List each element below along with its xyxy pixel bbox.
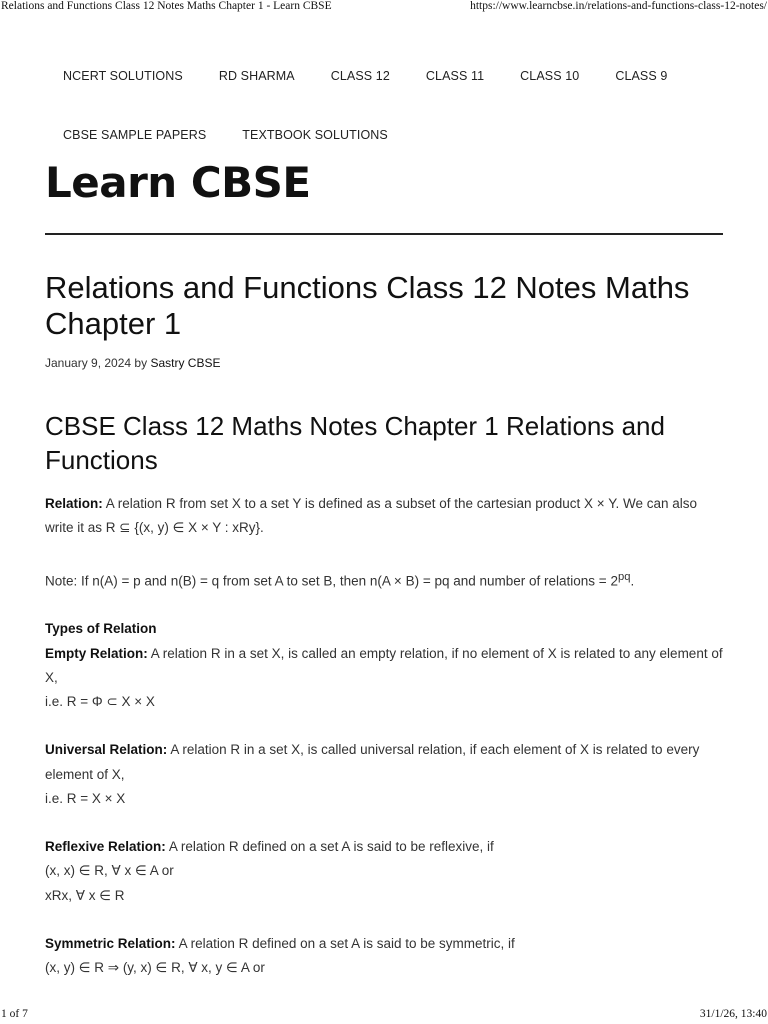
nav-link-rd-sharma[interactable]: RD SHARMA [218,69,295,83]
note-end: . [630,573,635,589]
reflexive-relation-paragraph [45,835,725,859]
relation-label: Relation: [45,496,103,511]
nav-row-1 [45,56,745,96]
empty-relation-label: Empty Relation: [45,645,148,661]
main-navigation [45,56,745,155]
nav-link-ncert-solutions[interactable]: NCERT SOLUTIONS [63,69,183,83]
nav-link-class-12[interactable]: CLASS 12 [330,69,390,83]
reflexive-relation-line-3: xRx, ∀ x ∈ R [45,887,125,903]
empty-relation-ie: i.e. R = Φ ⊂ X × X [45,694,155,710]
reflexive-relation-label: Reflexive Relation: [45,839,166,855]
article-content [45,492,725,980]
post-date: January 9, 2024 [45,356,132,370]
print-header-url: https://www.learncbse.in/relations-and-functions-class-12-notes/ [470,0,767,12]
universal-relation-label: Universal Relation: [45,742,168,758]
nav-link-class-10[interactable]: CLASS 10 [520,69,580,83]
types-heading: Types of Relation [45,621,157,637]
print-footer [0,1008,768,1024]
site-title[interactable]: Learn CBSE [45,158,311,207]
relation-text: A relation R from set X to a set Y is defined as a subset of the cartesian product X × Y. We can also write it as R ⊆ {(x, y) ∈ X × Y : xRy}. [45,496,697,536]
nav-row-2 [45,115,745,155]
empty-relation-paragraph [45,642,725,690]
print-timestamp: 31/1/26, 13:40 [699,1008,767,1020]
note-paragraph [45,565,725,594]
header-divider [45,233,723,235]
universal-relation-text: A relation R in a set X, is called universal relation, if each element of X is related to every element of X, [45,742,700,782]
post-author-link[interactable]: Sastry CBSE [150,356,221,370]
symmetric-relation-paragraph [45,932,725,956]
symmetric-relation-text: A relation R defined on a set A is said to be symmetric, if [178,936,515,952]
post-title: Relations and Functions Class 12 Notes Maths Chapter 1 [45,270,690,341]
symmetric-relation-label: Symmetric Relation: [45,936,176,952]
relation-paragraph [45,492,725,540]
nav-link-cbse-sample-papers[interactable]: CBSE SAMPLE PAPERS [63,128,207,142]
print-header [0,0,768,14]
universal-relation-paragraph [45,738,725,786]
empty-relation-text: A relation R in a set X, is called an empty relation, if no element of X is related to any element of X, [45,645,723,685]
nav-link-class-11[interactable]: CLASS 11 [425,69,485,83]
reflexive-relation-text: A relation R defined on a set A is said to be reflexive, if [168,839,494,855]
nav-link-class-9[interactable]: CLASS 9 [615,69,668,83]
note-superscript: pq [617,570,631,583]
reflexive-relation-line-2: (x, x) ∈ R, ∀ x ∈ A or [45,863,174,879]
post-meta [45,356,220,370]
post-by: by [134,356,148,370]
symmetric-relation-line-2: (x, y) ∈ R ⇒ (y, x) ∈ R, ∀ x, y ∈ A or [45,960,265,976]
note-text: Note: If n(A) = p and n(B) = q from set A to set B, then n(A × B) = pq and number of relations = 2 [45,573,618,589]
section-heading: CBSE Class 12 Maths Notes Chapter 1 Relations and Functions [45,411,665,475]
nav-link-textbook-solutions[interactable]: TEXTBOOK SOLUTIONS [242,128,388,142]
page-number: 1 of 7 [1,1008,28,1020]
universal-relation-ie: i.e. R = X × X [45,790,126,806]
print-header-title: Relations and Functions Class 12 Notes Maths Chapter 1 - Learn CBSE [1,0,332,12]
